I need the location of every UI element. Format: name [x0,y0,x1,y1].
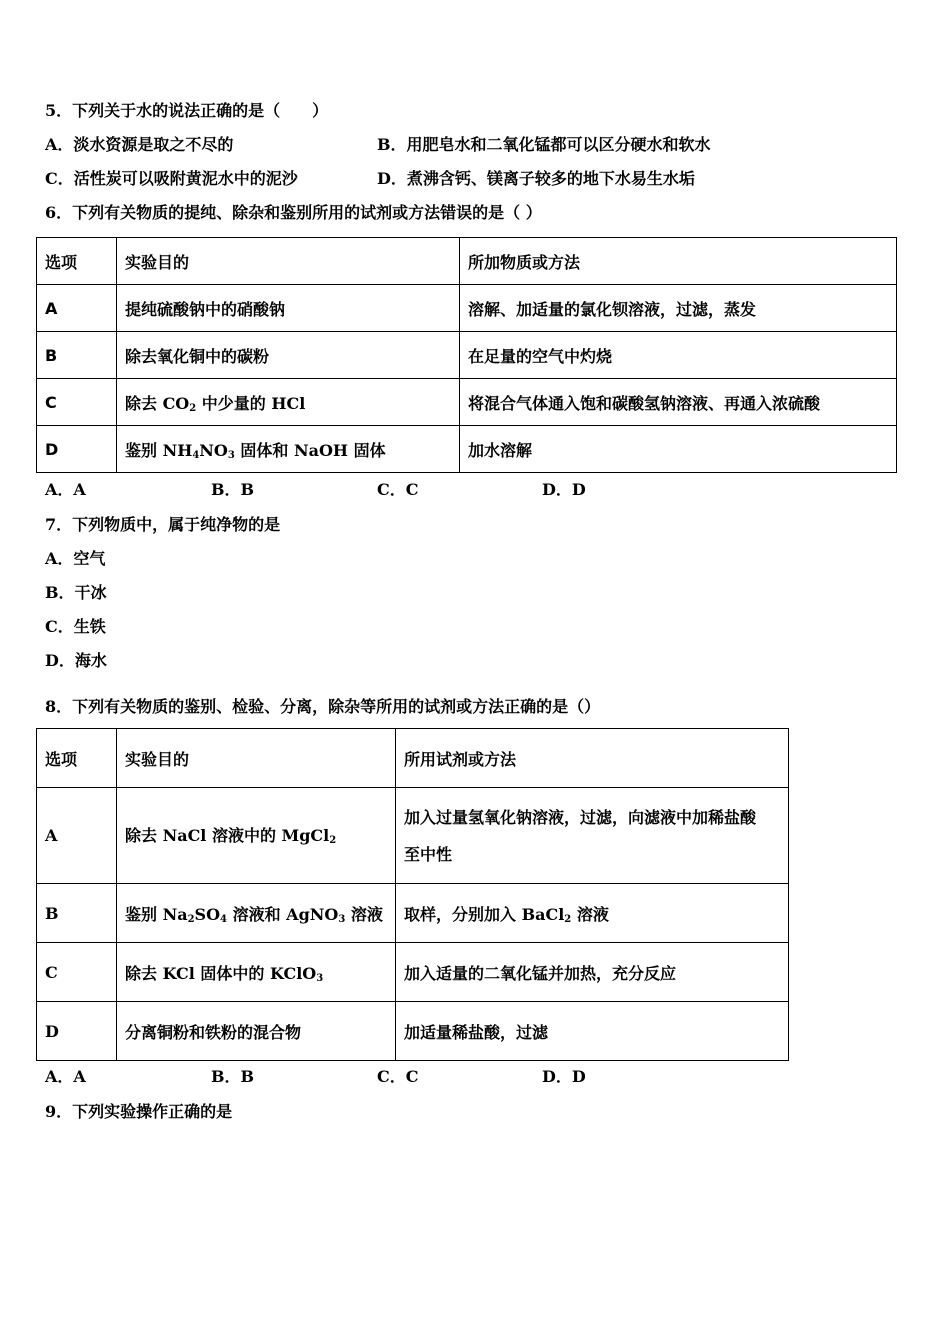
q6-choice-b: B．B [211,480,255,499]
q9-stem: 9．下列实验操作正确的是 [45,1102,233,1121]
q8-row-b-goal: 鉴别 $Na_2SO_4$ 溶液和 AgNO$_3$ 溶液 [117,884,396,943]
q8-row-b [37,884,789,943]
q8-row-d-method: 加适量稀盐酸，过滤 [396,1002,789,1061]
q8-row-d-option: D [37,1002,117,1061]
q8-choice-a: A．A [45,1067,86,1086]
q6-row-b-option: B [37,332,117,379]
q8-row-a-option: A [37,788,117,884]
q6-choice-c: C．C [377,480,419,499]
q8-row-d-goal: 分离铜粉和铁粉的混合物 [117,1002,396,1061]
q7-option-d: D．海水 [45,651,107,670]
q8-row-c-method: 加入适量的二氧化锰并加热，充分反应 [396,943,789,1002]
q5-option-b: B．用肥皂水和二氧化锰都可以区分硬水和软水 [377,135,711,154]
q8-row-a-goal: 除去 NaCl 溶液中的 MgCl$_2$ [117,788,396,884]
q6-row-d-method: 加水溶解 [460,426,897,473]
q6-row-c-option: C [37,379,117,426]
q6-row-d [37,426,897,473]
q8-header-goal: 实验目的 [117,729,396,788]
q8-choice-c: C．C [377,1067,419,1086]
q8-row-d [37,1002,789,1061]
q6-row-c-method: 将混合气体通入饱和碳酸氢钠溶液、再通入浓硫酸 [460,379,897,426]
q6-choice-a: A．A [45,480,86,499]
q6-row-b [37,332,897,379]
q5-option-a: A．淡水资源是取之不尽的 [45,135,234,154]
q6-row-d-goal: 鉴别 $NH_4NO_3$ 固体和 NaOH 固体 [117,426,460,473]
q6-row-d-option: D [37,426,117,473]
q8-row-b-method: 取样，分别加入 BaCl$_2$ 溶液 [396,884,789,943]
q6-row-a [37,285,897,332]
q6-row-c-goal: 除去 $CO_2$ 中少量的 HCl [117,379,460,426]
q8-header-option: 选项 [37,729,117,788]
q8-row-c-option: C [37,943,117,1002]
q8-stem: 8．下列有关物质的鉴别、检验、分离，除杂等所用的试剂或方法正确的是（） [45,697,601,716]
q7-stem: 7．下列物质中，属于纯净物的是 [45,515,281,534]
q8-table-header [37,729,789,788]
q7-option-b: B．干冰 [45,583,107,602]
q8-table [36,728,789,1061]
q7-option-c: C．生铁 [45,617,106,636]
q6-header-method: 所加物质或方法 [460,238,897,285]
q6-table-header [37,238,897,285]
q6-row-a-goal: 提纯硫酸钠中的硝酸钠 [117,285,460,332]
q7-option-a: A．空气 [45,549,106,568]
q8-row-a [37,788,789,884]
q5-option-c: C．活性炭可以吸附黄泥水中的泥沙 [45,169,298,188]
q6-stem: 6．下列有关物质的提纯、除杂和鉴别所用的试剂或方法错误的是（ ） [45,203,542,222]
q6-header-option: 选项 [37,238,117,285]
q6-row-b-goal: 除去氧化铜中的碳粉 [117,332,460,379]
q5-option-d: D．煮沸含钙、镁离子较多的地下水易生水垢 [377,169,695,188]
q8-choice-b: B．B [211,1067,255,1086]
q6-header-goal: 实验目的 [117,238,460,285]
q8-row-b-option: B [37,884,117,943]
q6-row-b-method: 在足量的空气中灼烧 [460,332,897,379]
q8-row-c-goal: 除去 KCl 固体中的 KClO$_3$ [117,943,396,1002]
q5-stem: 5．下列关于水的说法正确的是（ ） [45,101,329,120]
q8-row-c [37,943,789,1002]
q8-choice-d: D．D [542,1067,586,1086]
q6-row-a-option: A [37,285,117,332]
q6-row-c [37,379,897,426]
q6-row-a-method: 溶解、加适量的氯化钡溶液，过滤，蒸发 [460,285,897,332]
q8-row-a-method: 加入过量氢氧化钠溶液，过滤，向滤液中加稀盐酸 至中性 [396,788,789,884]
q8-header-method: 所用试剂或方法 [396,729,789,788]
q6-table [36,237,897,473]
q6-choice-d: D．D [542,480,586,499]
